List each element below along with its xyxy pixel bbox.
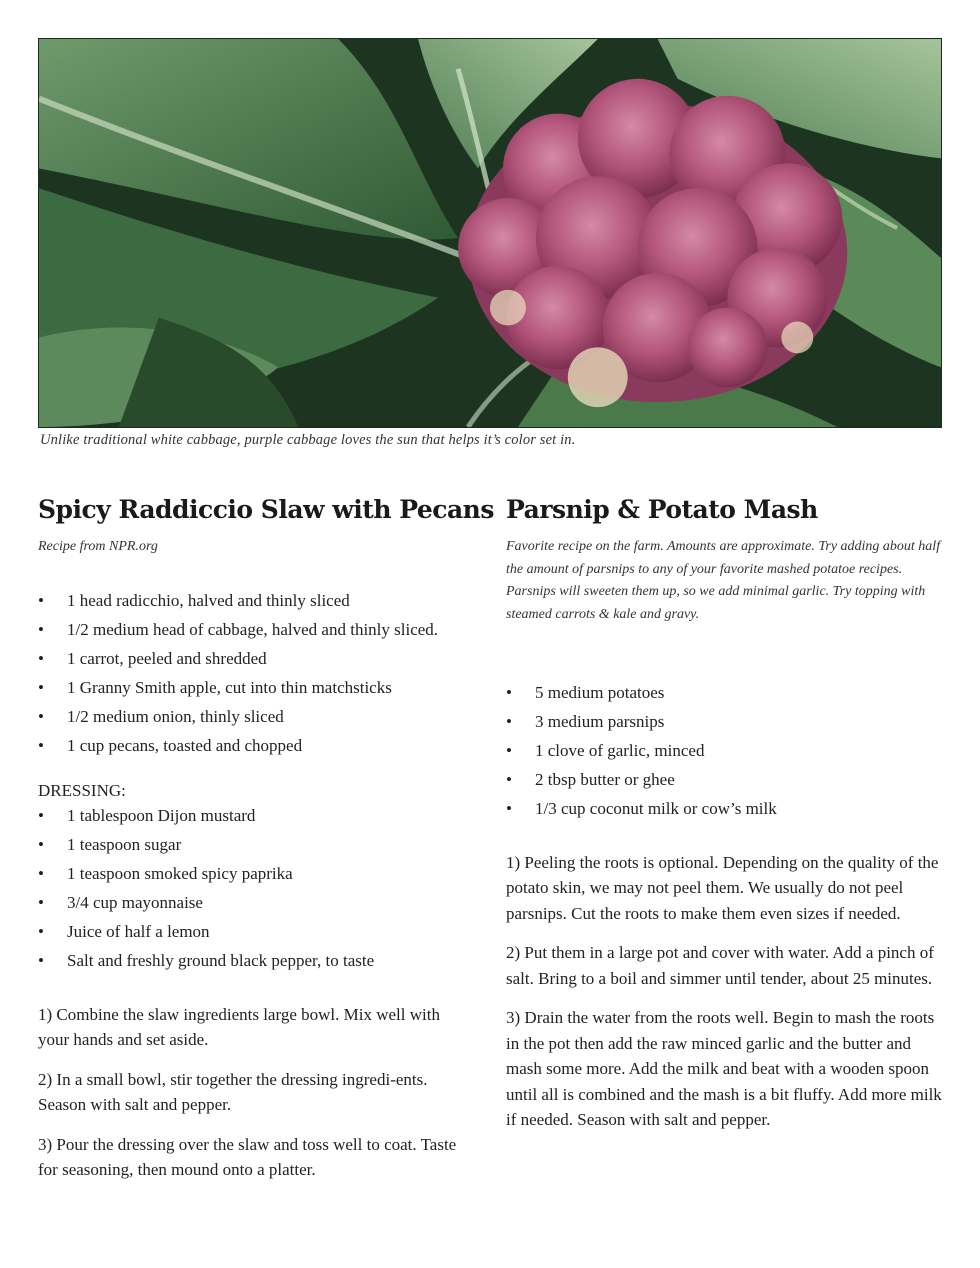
dressing-heading: DRESSING: <box>38 781 126 800</box>
step-paragraph: 2) Put them in a large pot and cover with water. Add a pinch of salt. Bring to a boil and simmer until tender, about 25 minutes. <box>506 943 934 988</box>
purple-cauliflower-photo-icon <box>39 39 941 427</box>
left-recipe-source: Recipe from NPR.org <box>38 539 158 554</box>
step-paragraph: 3) Drain the water from the roots well. Begin to mash the roots in the pot then add the raw minced garlic and the butter and mash some more. Add the milk and beat with a wooden spoon until all is combined and the mash is a bit fluffy. Add more milk if needed. Season with salt and pepper. <box>506 1008 942 1129</box>
list-item: • 1 carrot, peeled and shredded <box>38 646 468 672</box>
list-item: • 3 medium parsnips <box>506 709 946 735</box>
list-item: • 2 tbsp butter or ghee <box>506 767 946 793</box>
step-paragraph: 3) Pour the dressing over the slaw and toss well to coat. Taste for seasoning, then mound onto a platter. <box>38 1134 457 1179</box>
list-item: • Salt and freshly ground black pepper, to taste <box>38 948 468 974</box>
photo-caption: Unlike traditional white cabbage, purple cabbage loves the sun that helps it’s color set in. <box>40 432 576 448</box>
list-item: • Juice of half a lemon <box>38 919 468 945</box>
left-recipe <box>38 488 494 1183</box>
left-steps <box>38 1002 468 1183</box>
right-recipe <box>506 488 946 1133</box>
right-steps <box>506 850 946 1133</box>
list-item: • 1/3 cup coconut milk or cow’s milk <box>506 796 946 822</box>
list-item: • 1 clove of garlic, minced <box>506 738 946 764</box>
right-recipe-title: Parsnip & Potato Mash <box>506 495 818 524</box>
list-item: • 1 tablespoon Dijon mustard <box>38 803 468 829</box>
list-item: • 1 teaspoon sugar <box>38 832 468 858</box>
list-item: • 3/4 cup mayonnaise <box>38 890 468 916</box>
left-ingredient-list <box>38 588 468 759</box>
step-paragraph: 1) Combine the slaw ingredients large bowl. Mix well with your hands and set aside. <box>38 1004 440 1049</box>
list-item: • 1/2 medium head of cabbage, halved and thinly sliced. <box>38 617 468 643</box>
cauliflower-photo <box>38 38 942 428</box>
step-paragraph: 1) Peeling the roots is optional. Depending on the quality of the potato skin, we may not peel them. We usually do not peel parsnips. Cut the roots to make them even sizes if needed. <box>506 852 939 923</box>
left-recipe-title: Spicy Raddiccio Slaw with Pecans <box>38 495 494 524</box>
list-item: • 1 cup pecans, toasted and chopped <box>38 733 468 759</box>
list-item: • 1 teaspoon smoked spicy paprika <box>38 861 468 887</box>
right-ingredient-list <box>506 680 946 822</box>
list-item: • 1 Granny Smith apple, cut into thin matchsticks <box>38 675 468 701</box>
dressing-list <box>38 803 468 974</box>
list-item: • 5 medium potatoes <box>506 680 946 706</box>
list-item: • 1 head radicchio, halved and thinly sliced <box>38 588 468 614</box>
step-paragraph: 2) In a small bowl, stir together the dressing ingredi-ents. Season with salt and pepper. <box>38 1069 428 1114</box>
list-item: • 1/2 medium onion, thinly sliced <box>38 704 468 730</box>
right-recipe-intro: Favorite recipe on the farm. Amounts are approximate. Try adding about half the amount of parsnips to any of your favorite mashed potatoe recipes. Parsnips will sweeten them up, so we add minimal garlic. Try topping with steamed carrots & kale and gravy. <box>506 539 941 622</box>
